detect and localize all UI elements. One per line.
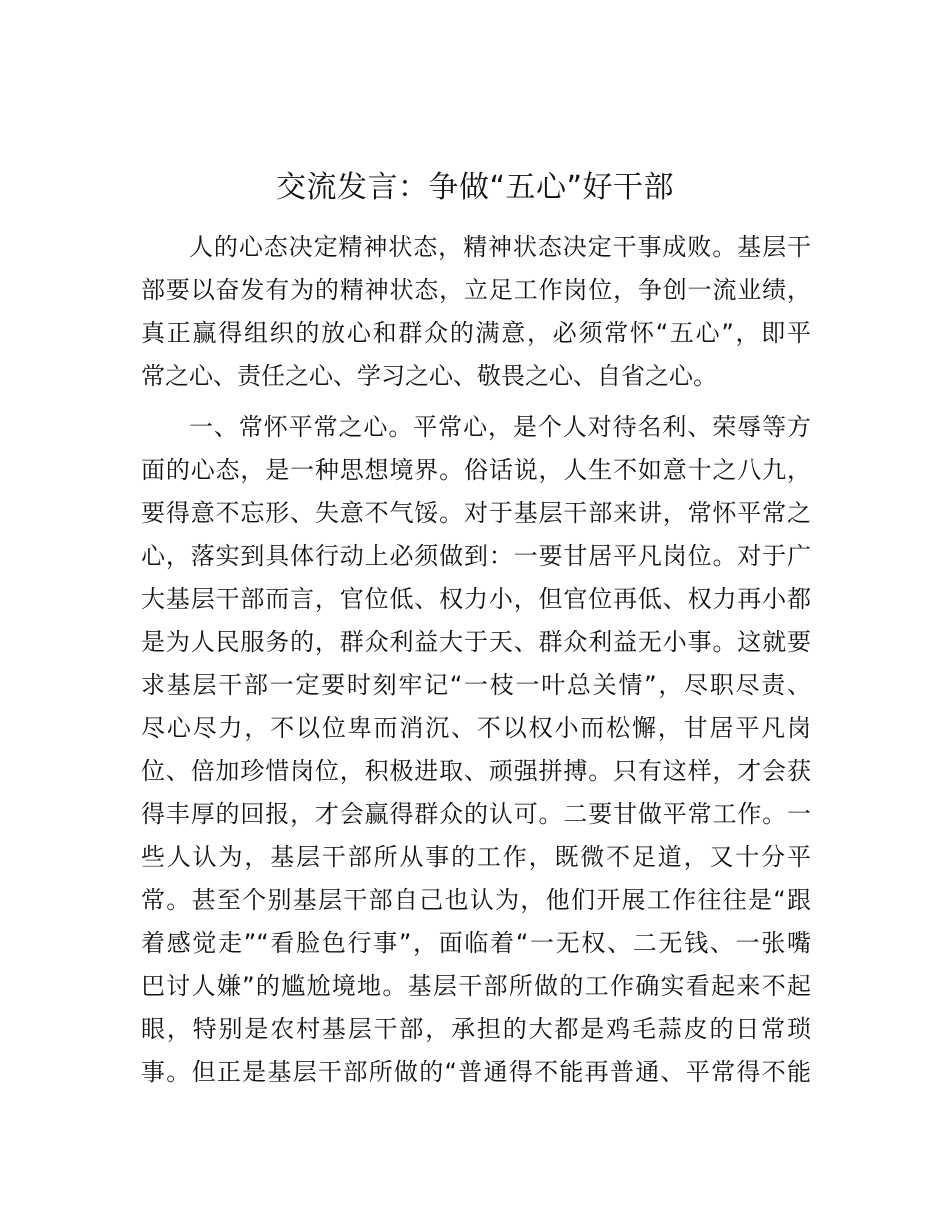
paragraph-line: 部要以奋发有为的精神状态，立足工作岗位，争创一流业绩， — [141, 276, 811, 304]
paragraph-line: 求基层干部一定要时刻牢记“一枝一叶总关情”，尽职尽责、 — [141, 671, 811, 699]
paragraph-line: 心，落实到具体行动上必须做到：一要甘居平凡岗位。对于广 — [141, 542, 811, 570]
paragraph-line: 常。甚至个别基层干部自己也认为，他们开展工作往往是“跟 — [141, 886, 811, 914]
paragraph-line: 事。但正是基层干部所做的“普通得不能再普通、平常得不能 — [141, 1058, 811, 1086]
paragraph-line: 人的心态决定精神状态，精神状态决定干事成败。基层干 — [189, 233, 811, 261]
paragraph-line: 眼，特别是农村基层干部，承担的大都是鸡毛蒜皮的日常琐 — [141, 1015, 811, 1043]
paragraph-line: 面的心态，是一种思想境界。俗话说，人生不如意十之八九， — [141, 456, 811, 484]
paragraph-line: 些人认为，基层干部所从事的工作，既微不足道，又十分平 — [141, 843, 811, 871]
paragraph-line: 真正赢得组织的放心和群众的满意，必须常怀“五心”，即平 — [141, 319, 811, 347]
paragraph-line: 是为人民服务的，群众利益大于天、群众利益无小事。这就要 — [141, 628, 811, 656]
paragraph-line: 常之心、责任之心、学习之心、敬畏之心、自省之心。 — [141, 362, 717, 390]
paragraph-line: 大基层干部而言，官位低、权力小，但官位再低、权力再小都 — [141, 585, 811, 613]
paragraph-line: 得丰厚的回报，才会赢得群众的认可。二要甘做平常工作。一 — [141, 800, 811, 828]
paragraph-line: 要得意不忘形、失意不气馁。对于基层干部来讲，常怀平常之 — [141, 499, 811, 527]
document-title: 交流发言：争做“五心”好干部 — [275, 170, 675, 205]
paragraph-line: 着感觉走”“看脸色行事”，面临着“一无权、二无钱、一张嘴 — [141, 929, 811, 957]
paragraph-line: 一、常怀平常之心。平常心，是个人对待名利、荣辱等方 — [189, 413, 811, 441]
paragraph-line: 巴讨人嫌”的尴尬境地。基层干部所做的工作确实看起来不起 — [141, 972, 811, 1000]
paragraph-line: 尽心尽力，不以位卑而消沉、不以权小而松懈，甘居平凡岗 — [141, 714, 811, 742]
paragraph-line: 位、倍加珍惜岗位，积极进取、顽强拼搏。只有这样，才会获 — [141, 757, 811, 785]
